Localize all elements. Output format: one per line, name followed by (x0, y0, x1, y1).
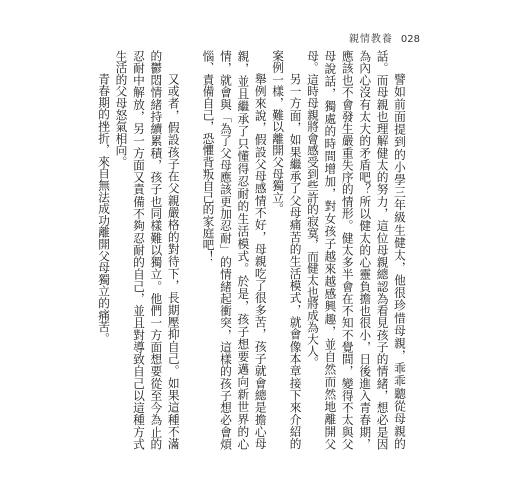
paragraph-5: 青春期的挫折，來自無法成功離開父母獨立的痛苦。 (97, 73, 112, 345)
page-number: 028 (400, 34, 420, 45)
running-title: 親情教養 (348, 34, 393, 45)
paragraph-4: 又或者，假設孩子在父親嚴格的對待下，長期壓抑自己。如果這種不滿的鬱悶情緒持續累積，孩子也同樣難以獨立。他們一方面想要從至今為止的忍耐中解放，另一方面又責備不夠忍耐的自己，並且對導致自己以這種方式生活的父母怒氣相向。 (114, 50, 181, 450)
paragraph-1: 譬如前面提到的小學三年級生健太，他很珍惜母親，乖乖聽從母親的話。而母親也理解健太的努力，這位母親總認為看見孩子的情緒，想必是因為內心沒有太大的矛盾吧？所以健太的心靈負擔也很小，日後進入青春期，應該也不會發生嚴重失序的情形。健太多半會在不知不覺間，變得不太與父母說話，獨處的時間增加，對女孩子越來越感興趣，並自然而然地離開父母。這時母親將會感受到些許的寂寞，而健太也將成為大人。 (305, 50, 407, 450)
paragraph-3: 舉例來說，假設父母感情不好，母親吃了很多苦，孩子就會總是擔心母親，並且繼承了只懂得忍耐的生活模式。於是，孩子想要邁向新世界的心情，就會與「為了父母應該更加忍耐」的情緒起衝突，這樣的孩子想必會煩惱、責備自己，恐懼背叛自己的家庭吧！ (201, 50, 268, 450)
body-text (88, 50, 408, 450)
paragraph-2: 另一方面，如果繼承了父母痛苦的生活模式，就會像本章接下來介紹的案例一樣，難以離開父母獨立。 (271, 50, 303, 450)
page-header (349, 30, 420, 45)
